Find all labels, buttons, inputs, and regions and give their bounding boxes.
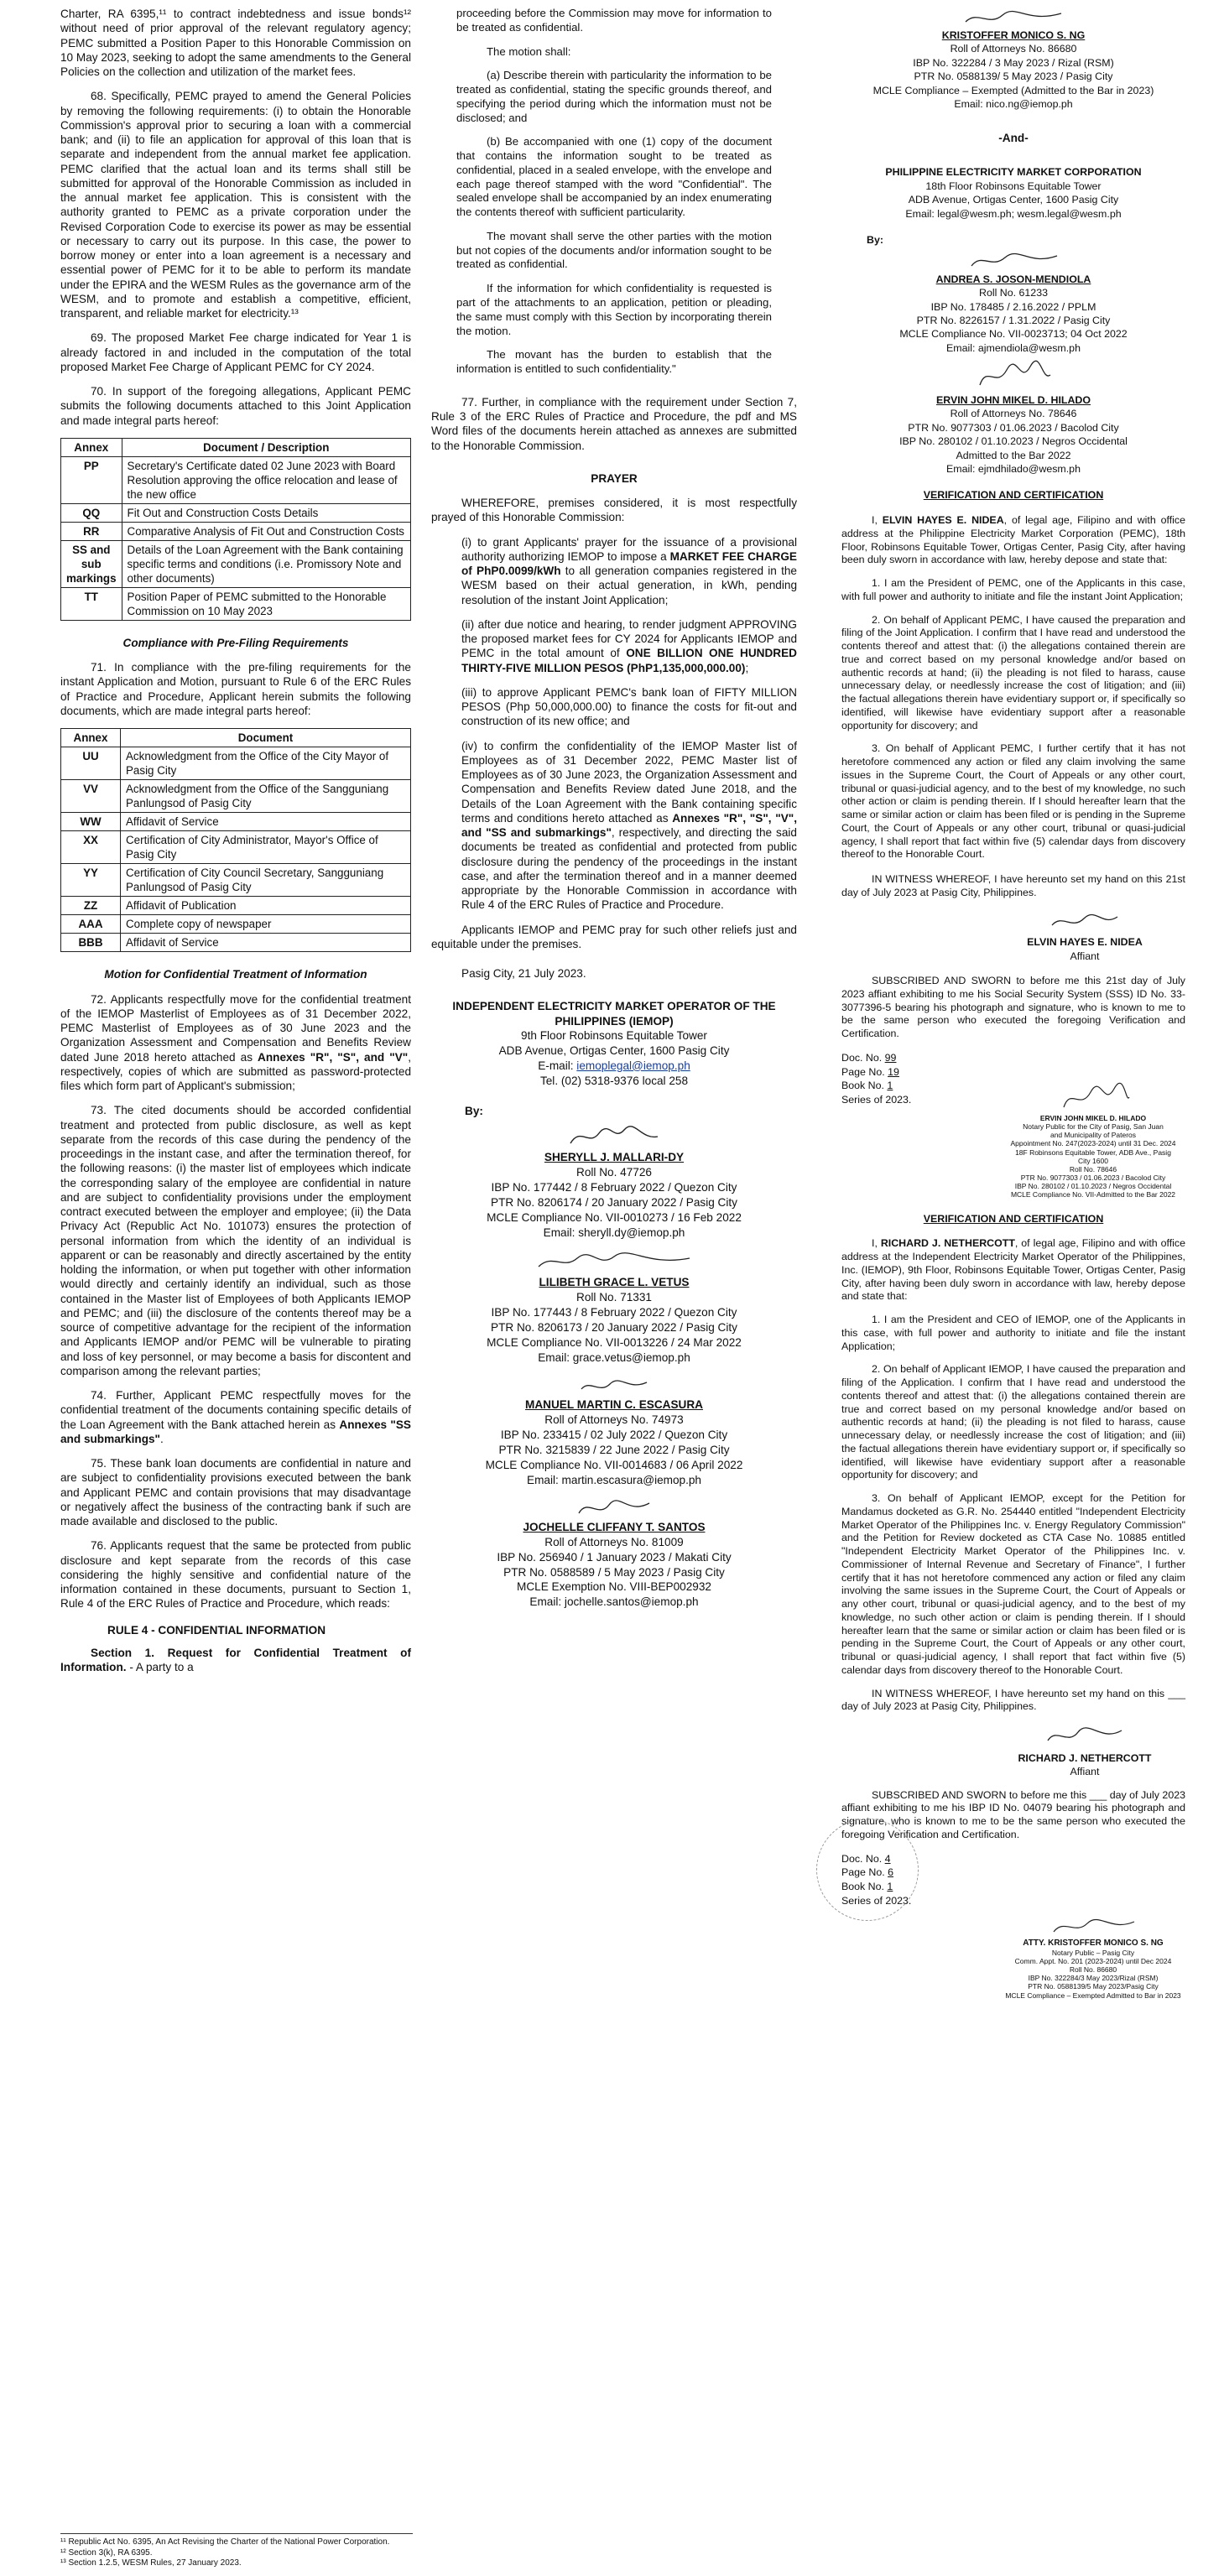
rule-4-heading: RULE 4 - CONFIDENTIAL INFORMATION bbox=[107, 1623, 326, 1637]
prayer-item-ii bbox=[431, 617, 797, 675]
paragraph-73: 73. The cited documents should be accorded confidential treatment and protected from public disclosure, as well as kept separate from the records of this case during the pendency of the proceedings in the instant case, and after the termination thereof, for the following reasons: (i) the master list of employees which indicate the corresponding salary of the employee are confidential in nature and are subject to confidentiality provisions under the employment contract executed between the employer and employee; (ii) the Data Privacy Act (Republic Act No. 101073) ensures the protection of personal information from which the identity of an individual is apparent or can be reasonably and directly ascertained by the entity holding the information, or when put together with other information would directly and certainly identify an individual, such as those contained in the Master list of Employees of both Applicants IEMOP and PEMC; and (iii) the disclosure of the contents thereof may be a source of competitive advantage for the recipient of the information and Applicants IEMOP and/or PEMC will be vulnerable to pirating and loss of key personnel, or may become a basis for discontent and comparison among the relevant parties; bbox=[60, 1104, 411, 1377]
lawyer-block bbox=[431, 1372, 797, 1488]
iemop-block bbox=[431, 999, 797, 1610]
prayer-ii-amount: ONE BILLION ONE HUNDRED THIRTY-FIVE MILLION PESOS (PhP1,135,000,000.00) bbox=[461, 647, 797, 674]
verification-item-3: 3. On behalf of Applicant PEMC, I further certify that it has not heretofore commenced any action or filed any claim involving the same issues in the Supreme Court, the Court of Appeals or any other court, tribunal or quasi-judicial agency, and to the best of my knowledge, no such other action or claim is pending therein. If I should hereafter learn that the same or similar action or claim has been filed or is pending in the Supreme Court, the Court of Appeals or any other court, tribunal or quasi-judicial agency, I shall report that fact within five (5) calendar days from discovery thereof to the Honorable Court. bbox=[841, 742, 1185, 861]
prayer-item-iv bbox=[431, 739, 797, 913]
annex-code: PP bbox=[61, 456, 122, 503]
annex-description: Affidavit of Service bbox=[121, 934, 411, 952]
quote-burden: The movant has the burden to establish that the information is entitled to such confidentiality." bbox=[456, 348, 772, 376]
paragraph-72-annexes: Annexes "R", "S", and "V" bbox=[258, 1050, 409, 1064]
lawyer-detail: PTR No. 0588139/ 5 May 2023 / Pasig City bbox=[914, 70, 1113, 83]
table-row bbox=[61, 915, 411, 934]
annex-code: WW bbox=[61, 813, 121, 831]
paragraph-68: 68. Specifically, PEMC prayed to amend the General Policies by removing the following requirements: (i) to obtain the Honorable Commission's approval prior to securing a loan with a commercial bank; and (ii) to file an application for approval of this loan that is separate and independent from the annual market fee application. PEMC clarified that the actual loan and its terms shall still be submitted for approval of the Honorable Commission as included in the annual market fee application. This is consistent with the authority granted to PEMC as a private corporation under the Revised Corporation Code to exercise its power as may be essential or necessary to carry out its purpose. In this case, the power to borrow money or enter into a loan agreement is a necessary and essential power of PEMC for it to be able to perform its mandate under the EPIRA and the WESM Rules as the governance arm of the WESM, and to promote and establish a competitive, efficient, transparent, and reliable market for electricity.¹³ bbox=[60, 90, 411, 320]
verification-heading: VERIFICATION AND CERTIFICATION bbox=[923, 1212, 1104, 1225]
notary-detail: Notary Public – Pasig City bbox=[1051, 1948, 1135, 1957]
lawyer-detail: Roll of Attorneys No. 78646 bbox=[950, 408, 1077, 420]
notary-detail: 18F Robinsons Equitable Tower, ADB Ave., Pasig City 1600 bbox=[1015, 1147, 1171, 1165]
series: Series of 2023. bbox=[841, 1894, 912, 1907]
annex-description: Affidavit of Publication bbox=[121, 897, 411, 915]
annex-table-pemc bbox=[60, 438, 411, 621]
annex-description: Details of the Loan Agreement with the Bank containing specific terms and conditions (i.e. Promissory Note and other documents) bbox=[122, 540, 410, 587]
table-header-row bbox=[61, 729, 411, 747]
lawyer-detail: Admitted to the Bar 2022 bbox=[956, 449, 1071, 461]
by-label: By: bbox=[867, 234, 883, 247]
signature-santos bbox=[572, 1495, 656, 1520]
signature-vetus bbox=[530, 1246, 698, 1275]
in-witness: IN WITNESS WHEREOF, I have hereunto set my hand on this ___ day of July 2023 at Pasig City, Philippines. bbox=[841, 1687, 1185, 1713]
paragraph-74 bbox=[60, 1388, 411, 1446]
paragraph-71: 71. In compliance with the pre-filing requirements for the instant Application and Motion, pursuant to Rule 6 of the ERC Rules of Practice and Procedure, Applicant herein submits the following documents, which are made integral parts hereof: bbox=[60, 661, 411, 717]
annex-code: AAA bbox=[61, 915, 121, 934]
notary-detail: PTR No. 9077303 / 01.06.2023 / Bacolod City bbox=[1020, 1174, 1166, 1183]
affiant-label: Affiant bbox=[1070, 1766, 1100, 1778]
annex-description: Certification of City Administrator, Mayor's Office of Pasig City bbox=[121, 831, 411, 864]
iemop-email-line bbox=[431, 1059, 797, 1074]
iemop-telephone: Tel. (02) 5318-9376 local 258 bbox=[539, 1074, 689, 1087]
paragraph-74-annex: Annexes "SS and submarkings" bbox=[60, 1418, 412, 1445]
book-no-value: 1 bbox=[887, 1080, 893, 1092]
annex-description: Certification of City Council Secretary, Sangguniang Panlungsod of Pasig City bbox=[121, 864, 411, 897]
book-no-value: 1 bbox=[887, 1881, 893, 1893]
column-header-annex: Annex bbox=[61, 438, 122, 456]
column-header-document: Document / Description bbox=[122, 438, 410, 456]
subscribed-sworn: SUBSCRIBED AND SWORN to before me this 21st day of July 2023 affiant exhibiting to me his Social Security System (SSS) ID No. 33-3077396-5 bearing his photograph and signature, who is known to me to be the same person who executed the foregoing Verification and Certification. bbox=[841, 975, 1185, 1040]
affiant-name-inline: ELVIN HAYES E. NIDEA bbox=[882, 514, 1004, 527]
lawyer-email: Email: nico.ng@iemop.ph bbox=[954, 97, 1073, 110]
prayer-i-text-a: (i) to grant Applicants' prayer for the issuance of a provisional authority authorizing IEMOP to impose a bbox=[461, 535, 797, 563]
annex-code: TT bbox=[61, 587, 122, 620]
paragraph-77: 77. Further, in compliance with the requirement under Section 7, Rule 3 of the ERC Rules of Practice and Procedure, the pdf and MS Word files of the documents herein attached as annexes are submitted to the Honorable Commission. bbox=[431, 395, 797, 452]
prayer-ii-text-a: (ii) after due notice and hearing, to render judgment APPROVING the proposed market fees for CY 2024 for Applicants IEMOP and PEMC in the total amount of bbox=[461, 617, 797, 660]
lawyer-detail: Roll No. 61233 bbox=[979, 287, 1048, 299]
table-row bbox=[61, 587, 411, 620]
notary-name: ERVIN JOHN MIKEL D. HILADO bbox=[1039, 1113, 1147, 1122]
lawyer-detail: MCLE Compliance No. VII-0013226 / 24 Mar 2022 bbox=[487, 1336, 742, 1350]
iemop-address-1: 9th Floor Robinsons Equitable Tower bbox=[521, 1028, 707, 1042]
pemc-email: Email: legal@wesm.ph; wesm.legal@wesm.ph bbox=[905, 207, 1122, 220]
lawyer-detail: PTR No. 8206173 / 20 January 2022 / Pasig City bbox=[491, 1321, 737, 1335]
other-relief: Applicants IEMOP and PEMC pray for such other reliefs just and equitable under the premises. bbox=[431, 923, 797, 950]
paragraph-72-text-a: 72. Applicants respectfully move for the confidential treatment of the IEMOP Masterlist of Employees as of 31 December 2022, PEMC Masterlist of Employees as of 30 June 2023 and the Organization Assessment and Compensation and Benefits Review dated June 2018 hereto attached as bbox=[60, 992, 411, 1064]
lawyer-email: Email: ejmdhilado@wesm.ph bbox=[946, 462, 1081, 475]
notary-block-ng bbox=[1001, 1913, 1185, 2000]
table-row bbox=[61, 540, 411, 587]
lawyer-detail: IBP No. 177442 / 8 February 2022 / Quezon City bbox=[491, 1180, 737, 1194]
lawyer-detail: PTR No. 8226157 / 1.31.2022 / Pasig City bbox=[916, 314, 1111, 326]
column-right bbox=[841, 7, 1185, 2000]
column-header-document: Document bbox=[121, 729, 411, 747]
paragraph-74-text-a: 74. Further, Applicant PEMC respectfully moves for the confidential treatment of the documents containing specific details of the Loan Agreement with the Bank attached herein as bbox=[60, 1389, 411, 1431]
subscribed-sworn: SUBSCRIBED AND SWORN to before me this ___ day of July 2023 affiant exhibiting to me his IBP ID No. 04079 bearing his photograph and signature, who is known to me to be the same person who executed the foregoing Verification and Certification. bbox=[841, 1788, 1185, 1840]
verification-item-3: 3. On behalf of Applicant IEMOP, except for the Petition for Mandamus docketed as G.R. No. 254440 entitled "Independent Electricity Market Operator of the Philippines Inc. v. Energy Regulatory Commission" and the Petition for Review docketed as CTA Case No. 10885 entitled "Independent Electricity Market Operator of the Philippines Inc. v. Commissioner of Internal Revenue and Secretary of Finance", I further certify that it has not heretofore commenced any action or filed any claim involving the same issues in the Supreme Court, the Court of Appeals or any other court, tribunal or quasi-judicial agency, and to the best of my knowledge, no such other action or claim is pending therein. If I should hereafter learn that the same or similar action or claim has been filed or is pending in the Supreme Court, the Court of Appeals or any other court, tribunal or quasi-judicial agency, I shall report that fact within five (5) calendar days from discovery thereof to the Honorable Court. bbox=[841, 1492, 1185, 1676]
quote-serve: The movant shall serve the other parties with the motion but not copies of the documents and/or information sought to be treated as confidential. bbox=[456, 229, 772, 271]
verification-pemc bbox=[841, 489, 1185, 1199]
notary-detail: Notary Public for the City of Pasig, San Juan bbox=[1023, 1121, 1164, 1131]
lawyer-name: ERVIN JOHN MIKEL D. HILADO bbox=[935, 394, 1091, 407]
signature-nidea bbox=[1047, 910, 1122, 932]
paragraph-76: 76. Applicants request that the same be protected from public disclosure and kept separate from the records of this case considering the highly sensitive and confidential nature of the information contained in these documents, pursuant to Section 1, Rule 4 of the ERC Rules of Practice and Procedure, which reads: bbox=[60, 1539, 411, 1611]
lawyer-email: Email: sheryll.dy@iemop.ph bbox=[543, 1226, 685, 1239]
signature-mallari-dy bbox=[564, 1121, 664, 1150]
lawyer-block bbox=[431, 1246, 797, 1366]
notary-block-hilado bbox=[1009, 1082, 1177, 1200]
notary-detail: IBP No. 280102 / 01.10.2023 / Negros Occidental bbox=[1014, 1182, 1172, 1191]
table-row bbox=[61, 864, 411, 897]
prayer-item-iii: (iii) to approve Applicant PEMC's bank loan of FIFTY MILLION PESOS (Php 50,000,000.00) to finance the costs for fit-out and construction of its new office; and bbox=[461, 685, 797, 728]
annex-code: RR bbox=[61, 522, 122, 540]
by-label: By: bbox=[465, 1104, 483, 1117]
doc-no-value: 4 bbox=[884, 1852, 891, 1865]
lawyer-block-ng bbox=[841, 7, 1185, 111]
paragraph-74-text-b: . bbox=[160, 1432, 164, 1445]
annex-code: QQ bbox=[61, 503, 122, 522]
notary-detail: IBP No. 322284/3 May 2023/Rizal (RSM) bbox=[1028, 1974, 1159, 1983]
column-left bbox=[60, 7, 411, 1684]
annex-code: BBB bbox=[61, 934, 121, 952]
lawyer-block bbox=[841, 360, 1185, 476]
table-row bbox=[61, 831, 411, 864]
verification-iemop bbox=[841, 1213, 1185, 2000]
doc-no-value: 99 bbox=[884, 1051, 897, 1064]
pemc-address-1: 18th Floor Robinsons Equitable Tower bbox=[925, 180, 1102, 192]
verification-heading: VERIFICATION AND CERTIFICATION bbox=[923, 489, 1104, 502]
quote-attachments: If the information for which confidentiality is requested is part of the attachments to an application, petition or pleading, the same must comply with this Section by incorporating therein the motion. bbox=[456, 282, 772, 337]
table-row bbox=[61, 747, 411, 780]
lawyer-detail: IBP No. 280102 / 01.10.2023 / Negros Occidental bbox=[899, 435, 1128, 448]
lawyer-detail: MCLE Compliance No. VII-0014683 / 06 April 2022 bbox=[485, 1458, 743, 1471]
lawyer-name: KRISTOFFER MONICO S. NG bbox=[941, 29, 1086, 41]
affiant-name: RICHARD J. NETHERCOTT bbox=[1018, 1751, 1152, 1764]
book-no-label: Book No. bbox=[841, 1881, 888, 1893]
book-no-label: Book No. bbox=[841, 1080, 888, 1092]
affiant-signature-block bbox=[984, 1724, 1185, 1779]
iemop-address-2: ADB Avenue, Ortigas Center, 1600 Pasig City bbox=[498, 1043, 730, 1057]
lawyer-detail: MCLE Compliance No. VII-0023713; 04 Oct 2022 bbox=[899, 328, 1128, 341]
verification-item-1: 1. I am the President of PEMC, one of the Applicants in this case, with full power and authority to initiate and file the instant Joint Application; bbox=[841, 577, 1185, 602]
section-1-body: - A party to a bbox=[126, 1661, 194, 1674]
lawyer-name: SHERYLL J. MALLARI-DY bbox=[544, 1150, 685, 1163]
signature-joson-mendiola bbox=[963, 247, 1064, 273]
series: Series of 2023. bbox=[841, 1094, 912, 1106]
paragraph-intro: Charter, RA 6395,¹¹ to contract indebtedness and issue bonds¹² without need of prior approval of the relevant regulatory agency; PEMC submitted a Position Paper to this Honorable Commission on 10 May 2023, seeking to adopt the same amendments to the General Policies on the collection and utilization of the market fees. bbox=[60, 8, 411, 78]
prayer-iv-annexes: Annexes "R", "S", "V", and "SS and submarkings" bbox=[461, 811, 797, 840]
prayer-intro: WHEREFORE, premises considered, it is most respectfully prayed of this Honorable Commission: bbox=[431, 497, 797, 524]
pemc-block bbox=[841, 166, 1185, 476]
table-row bbox=[61, 780, 411, 813]
paragraph-75: 75. These bank loan documents are confidential in nature and are subject to confidentiality provisions executed between the bank and Applicant PEMC and contain provisions that may disadvantage or negatively affect the business of the contracting bank if such are made available and disclosed to the public. bbox=[60, 1457, 411, 1528]
notarial-seal bbox=[816, 1819, 919, 1921]
lawyer-detail: MCLE Exemption No. VIII-BEP002932 bbox=[517, 1580, 711, 1594]
annex-description: Acknowledgment from the Office of the City Mayor of Pasig City bbox=[121, 747, 411, 780]
lawyer-email: Email: grace.vetus@iemop.ph bbox=[538, 1351, 690, 1365]
paragraph-72 bbox=[60, 992, 411, 1094]
page-no-label: Page No. bbox=[841, 1065, 888, 1078]
verification-intro-b: , of legal age, Filipino and with office address at the Philippine Electricity Market Corporation (PEMC), 18th Floor, Robinsons Equitable Tower, Ortigas Center, Pasig City, after having been duly sworn in accordance with law, hereby depose and state that: bbox=[841, 514, 1185, 566]
iemop-email-label: E-mail: bbox=[538, 1059, 577, 1072]
lawyer-detail: IBP No. 177443 / 8 February 2022 / Quezon City bbox=[491, 1306, 737, 1319]
annex-description: Position Paper of PEMC submitted to the Honorable Commission on 10 May 2023 bbox=[122, 587, 410, 620]
lawyer-name: JOCHELLE CLIFFANY T. SANTOS bbox=[523, 1520, 706, 1533]
footnote-11: ¹¹ Republic Act No. 6395, An Act Revising the Charter of the National Power Corporation. bbox=[60, 2537, 390, 2547]
section-1-title: Section 1. Request for Confidential Treatment of Information. bbox=[60, 1646, 411, 1674]
doc-no-label: Doc. No. bbox=[841, 1051, 885, 1064]
footnote-13: ¹³ Section 1.2.5, WESM Rules, 27 January 2023. bbox=[60, 2558, 242, 2568]
pemc-address-2: ADB Avenue, Ortigas Center, 1600 Pasig City bbox=[908, 194, 1119, 206]
verification-item-2: 2. On behalf of Applicant IEMOP, I have caused the preparation and filing of the Application. I confirm that I have read and understood the contents thereof and attest that: (i) the allegations contained therein are true and correct based on my personal knowledge and/or based on authentic records at hand; (ii) the pleading is not filed to harass, cause unnecessary delay, or needlessly increase the cost of litigation; and (iii) the factual allegations therein have evidentiary support or, if specifically so identified, will likewise have evidentiary support after a reasonable opportunity for discovery; and bbox=[841, 1363, 1185, 1481]
affiant-label: Affiant bbox=[1070, 950, 1100, 962]
annex-table-prefiling bbox=[60, 728, 411, 952]
pemc-name: PHILIPPINE ELECTRICITY MARKET CORPORATION bbox=[885, 166, 1142, 179]
quote-intro: proceeding before the Commission may move for information to be treated as confidential. bbox=[456, 7, 772, 34]
notary-detail: Appointment No. 247(2023-2024) until 31 Dec. 2024 bbox=[1010, 1139, 1176, 1148]
lawyer-name: ANDREA S. JOSON-MENDIOLA bbox=[935, 273, 1091, 285]
verification-item-2: 2. On behalf of Applicant PEMC, I have caused the preparation and filing of the Joint Application. I confirm that I have read and understood the contents thereof and attest that: (i) the allegations contained therein are true and correct based on my personal knowledge and/or based on authentic records at hand; (ii) the pleading is not filed to harass, cause unnecessary delay, or needlessly increase the cost of litigation; and (iii) the factual allegations therein have evidentiary support or, if specifically so identified, will likewise have evidentiary support after a reasonable opportunity for discovery; and bbox=[841, 613, 1185, 731]
signature-hilado bbox=[971, 360, 1055, 393]
quote-item-a: (a) Describe therein with particularity the information to be treated as confidential, stating the specific grounds thereof, and specifying the period during which the information must not be disclosed; and bbox=[456, 69, 772, 124]
lawyer-block bbox=[431, 1495, 797, 1611]
affiant-signature-block bbox=[984, 910, 1185, 964]
signature-notary-ng bbox=[1047, 1913, 1139, 1939]
table-row bbox=[61, 503, 411, 522]
verification-intro-a: I, bbox=[872, 514, 883, 527]
heading-motion-confidential: Motion for Confidential Treatment of Information bbox=[104, 968, 367, 981]
section-1-text bbox=[60, 1646, 411, 1675]
table-row bbox=[61, 456, 411, 503]
heading-pre-filing: Compliance with Pre-Filing Requirements bbox=[122, 636, 349, 649]
page-no-label: Page No. bbox=[841, 1866, 888, 1879]
lawyer-detail: Roll No. 71331 bbox=[576, 1291, 652, 1304]
annex-description: Acknowledgment from the Office of the Sangguniang Panlungsod of Pasig City bbox=[121, 780, 411, 813]
signature-escasura bbox=[576, 1372, 652, 1397]
verification-intro-b: , of legal age, Filipino and with office address at the Independent Electricity Market Operator of the Philippines, Inc. (IEMOP), 9th Floor, Robinsons Equitable Tower, Ortigas Center, Pasig City, after having been duly sworn in accordance with law, hereby depose and state that: bbox=[841, 1237, 1185, 1303]
annex-code: UU bbox=[61, 747, 121, 780]
prayer-item-i bbox=[431, 535, 797, 607]
signature-nethercott bbox=[1043, 1724, 1127, 1747]
lawyer-detail: Roll of Attorneys No. 74973 bbox=[544, 1413, 684, 1427]
rule-4-quote bbox=[431, 7, 797, 377]
footnote-12: ¹² Section 3(k), RA 6395. bbox=[60, 2547, 153, 2558]
page-no-value: 6 bbox=[888, 1866, 894, 1879]
prayer-ii-text-c: ; bbox=[745, 661, 749, 674]
table-header-row bbox=[61, 438, 411, 456]
verification-item-1: 1. I am the President and CEO of IEMOP, one of the Applicants in this case, with full power and authority to initiate and file the instant Application; bbox=[841, 1314, 1185, 1352]
lawyer-detail: IBP No. 256940 / 1 January 2023 / Makati City bbox=[497, 1550, 732, 1564]
place-date: Pasig City, 21 July 2023. bbox=[461, 967, 586, 981]
lawyer-detail: PTR No. 3215839 / 22 June 2022 / Pasig City bbox=[498, 1443, 730, 1456]
prayer-heading: PRAYER bbox=[591, 471, 638, 485]
lawyer-detail: PTR No. 0588589 / 5 May 2023 / Pasig City bbox=[503, 1565, 725, 1579]
lawyer-detail: MCLE Compliance – Exempted (Admitted to the Bar in 2023) bbox=[872, 84, 1154, 96]
annex-code: XX bbox=[61, 831, 121, 864]
lawyer-detail: Roll No. 47726 bbox=[576, 1165, 652, 1179]
iemop-name: INDEPENDENT ELECTRICITY MARKET OPERATOR OF THE PHILIPPINES (IEMOP) bbox=[452, 1000, 776, 1028]
notary-detail: Comm. Appt. No. 201 (2023-2024) until Dec 2024 bbox=[1014, 1956, 1172, 1965]
doc-no bbox=[841, 1051, 1185, 1065]
lawyer-block bbox=[431, 1121, 797, 1241]
notary-detail: MCLE Compliance No. VII-Admitted to the Bar 2022 bbox=[1010, 1190, 1176, 1200]
lawyer-email: Email: jochelle.santos@iemop.ph bbox=[529, 1595, 699, 1609]
column-header-annex: Annex bbox=[61, 729, 121, 747]
page-no-value: 19 bbox=[888, 1065, 899, 1078]
paragraph-69: 69. The proposed Market Fee charge indicated for Year 1 is already factored in and included in the computation of the total proposed Market Fee Charge of Applicant PEMC for CY 2024. bbox=[60, 331, 411, 373]
lawyer-email: Email: ajmendiola@wesm.ph bbox=[946, 341, 1081, 354]
annex-description: Comparative Analysis of Fit Out and Construction Costs bbox=[122, 522, 410, 540]
annex-description: Affidavit of Service bbox=[121, 813, 411, 831]
paragraph-72-text-b: , respectively, copies of which are submitted as password-protected files which form part of Applicant's submission; bbox=[60, 1050, 411, 1093]
verification-intro bbox=[841, 514, 1185, 567]
signature-notary-hilado bbox=[1055, 1082, 1131, 1114]
affiant-name-inline: RICHARD J. NETHERCOTT bbox=[880, 1237, 1015, 1250]
quote-item-b: (b) Be accompanied with one (1) copy of the document that contains the information sought to be treated as confidential, placed in a sealed envelope, with the envelope and each page thereof stamped with the word "Confidential". The sealed envelope shall be accompanied by an index enumerating the contents thereof with sufficient particularity. bbox=[456, 135, 772, 219]
footnotes bbox=[60, 2533, 413, 2569]
annex-code: SS and sub markings bbox=[61, 540, 122, 587]
annex-description: Complete copy of newspaper bbox=[121, 915, 411, 934]
paragraph-70: 70. In support of the foregoing allegations, Applicant PEMC submits the following documents attached to this Joint Application and made integral parts hereof: bbox=[60, 385, 411, 427]
lawyer-detail: PTR No. 8206174 / 20 January 2022 / Pasig City bbox=[491, 1195, 737, 1209]
notarial-register bbox=[841, 1852, 1185, 1908]
lawyer-detail: IBP No. 233415 / 02 July 2022 / Quezon City bbox=[500, 1428, 728, 1441]
lawyer-block bbox=[841, 247, 1185, 355]
notary-detail: Roll No. 78646 bbox=[1069, 1164, 1117, 1174]
lawyer-detail: Roll of Attorneys No. 86680 bbox=[950, 43, 1077, 55]
annex-description: Secretary's Certificate dated 02 June 2023 with Board Resolution approving the office relocation and lease of the new office bbox=[122, 456, 410, 503]
notary-detail: and Municipality of Pateros bbox=[1050, 1131, 1137, 1140]
in-witness: IN WITNESS WHEREOF, I have hereunto set my hand on this 21st day of July 2023 at Pasig City, Philippines. bbox=[841, 873, 1185, 898]
prayer-iv-text-c: , respectively, and directing the said documents be treated as confidential and protected from public disclosure during the pendency of the proceedings in the instant case, and after the termination thereof and in a manner deemed appropriate by the Honorable Commission in accordance with Rule 4 of the ERC Rules of Practice and Procedure. bbox=[461, 826, 797, 912]
annex-code: YY bbox=[61, 864, 121, 897]
prayer-i-market-fee: MARKET FEE CHARGE of PhP0.0099/kWh bbox=[461, 549, 797, 578]
lawyer-detail: MCLE Compliance No. VII-0010273 / 16 Feb 2022 bbox=[487, 1210, 742, 1224]
table-row bbox=[61, 522, 411, 540]
notary-name: ATTY. KRISTOFFER MONICO S. NG bbox=[1023, 1938, 1164, 1948]
column-middle bbox=[431, 7, 797, 1610]
lawyer-email: Email: martin.escasura@iemop.ph bbox=[527, 1473, 701, 1486]
verification-intro bbox=[841, 1237, 1185, 1304]
notary-detail: Roll No. 86680 bbox=[1069, 1965, 1117, 1974]
lawyer-detail: IBP No. 322284 / 3 May 2023 / Rizal (RSM) bbox=[913, 56, 1114, 69]
lawyer-detail: Roll of Attorneys No. 81009 bbox=[544, 1535, 684, 1548]
affiant-name: ELVIN HAYES E. NIDEA bbox=[1027, 936, 1143, 949]
lawyer-name: MANUEL MARTIN C. ESCASURA bbox=[525, 1398, 703, 1412]
annex-description: Fit Out and Construction Costs Details bbox=[122, 503, 410, 522]
notary-detail: MCLE Compliance – Exempted Admitted to Bar in 2023 bbox=[1005, 1991, 1181, 2000]
and-separator: -And- bbox=[998, 132, 1029, 145]
annex-code: VV bbox=[61, 780, 121, 813]
annex-code: ZZ bbox=[61, 897, 121, 915]
iemop-email: iemoplegal@iemop.ph bbox=[576, 1059, 690, 1072]
signature-ng bbox=[959, 7, 1068, 29]
quote-motion-shall: The motion shall: bbox=[487, 44, 571, 58]
prayer-iv-text-a: (iv) to confirm the confidentiality of the IEMOP Master list of Employees as of 31 December 2022, PEMC Master list of Employees as of 30 June 2023, the Organization Assessment and Compensation and Benefits Review dated June 2018, and the Details of the Loan Agreement with the Bank containing specific terms and conditions hereto attached as bbox=[461, 739, 797, 825]
table-row bbox=[61, 897, 411, 915]
lawyer-detail: IBP No. 178485 / 2.16.2022 / PPLM bbox=[930, 300, 1096, 313]
lawyer-detail: PTR No. 9077303 / 01.06.2023 / Bacolod City bbox=[908, 421, 1119, 434]
lawyer-name: LILIBETH GRACE L. VETUS bbox=[539, 1276, 690, 1289]
page-no bbox=[841, 1065, 1185, 1080]
prayer-i-text-c: to all generation companies registered in the WESM based on their actual generation, in kWh, pending resolution of the instant Joint Application; bbox=[461, 565, 797, 606]
doc-no-label: Doc. No. bbox=[841, 1852, 885, 1865]
notary-detail: PTR No. 0588139/5 May 2023/Pasig City bbox=[1028, 1982, 1159, 1991]
table-row bbox=[61, 934, 411, 952]
table-row bbox=[61, 813, 411, 831]
verification-intro-a: I, bbox=[872, 1237, 881, 1250]
